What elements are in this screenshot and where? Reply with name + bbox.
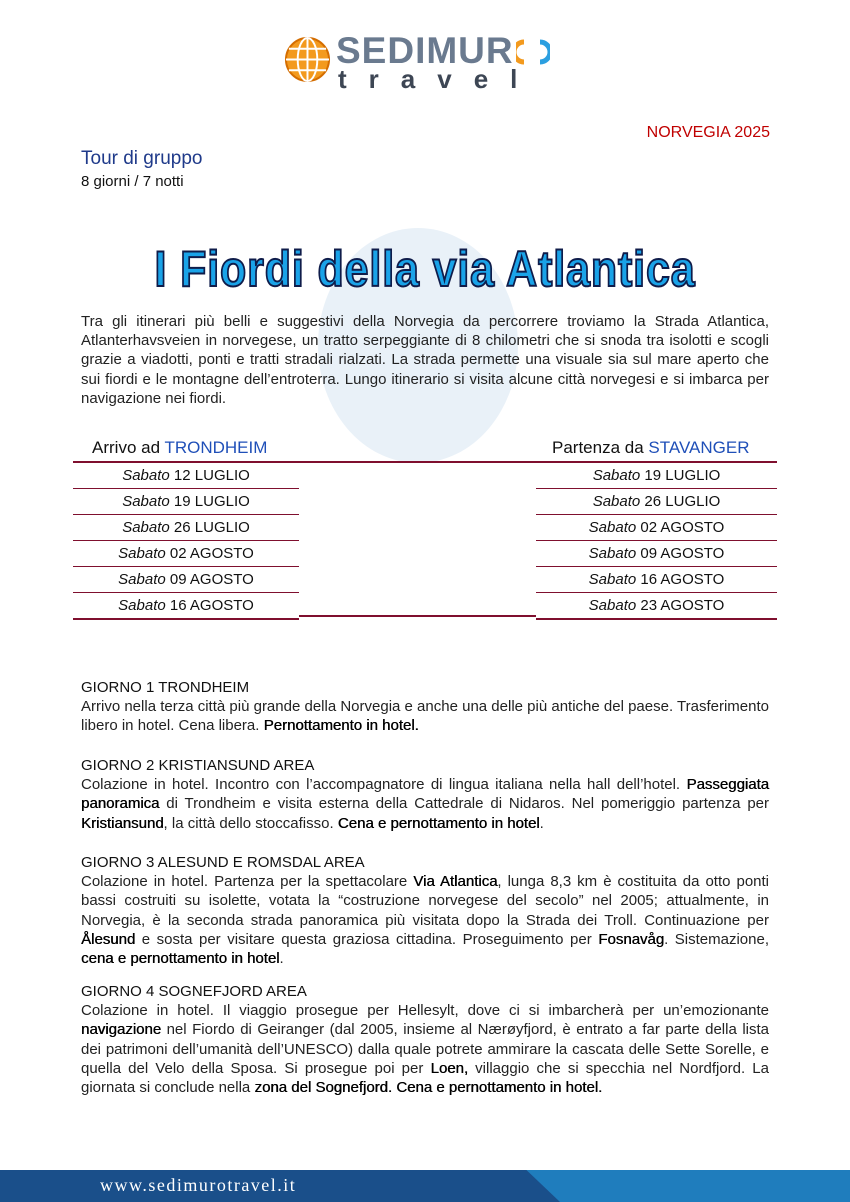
text: Colazione in hotel. Il viaggio prosegue per Hellesylt, dove ci si imbarcherà per un’emozionante [81,1002,769,1020]
highlight: navigazione [81,1021,162,1039]
departure-label: Partenza da [552,438,649,457]
day-description [81,775,769,833]
departure-date-row [536,489,777,515]
text: nel Fiordo di Geiranger (dal 2005, insieme al Nærøyfjord, è entrato a far parte della lista dei patrimoni dell’umanità dell’UNESCO) dalla quale potrete ammirare la cascata delle Sette Sorelle, e quella del Velo della Sposa. Si prosegue poi per [81,1021,769,1077]
date: 16 AGOSTO [169,597,254,614]
date: 19 LUGLIO [173,493,250,510]
weekday: Sabato [592,467,641,484]
date: 12 LUGLIO [173,467,250,484]
itinerary-day [81,756,769,833]
table-bottom-rule [299,615,536,617]
weekday: Sabato [122,519,170,536]
arrival-date-row [73,567,299,593]
departure-date-row [536,593,777,620]
day-description [81,697,769,735]
company-logo [284,30,584,94]
highlight: Ålesund [81,930,136,948]
itinerary-day [81,678,769,736]
day-title: GIORNO 3 ALESUND E ROMSDAL AREA [81,854,365,871]
page-title: I Fiordi della via Atlantica [154,241,696,297]
text: , la città dello stoccafisso. [163,814,338,832]
date: 26 LUGLIO [173,519,250,536]
arrival-date-row [73,541,299,567]
globe-icon [284,36,331,83]
text: . Sistemazione, [664,930,769,948]
arrival-date-row [73,463,299,489]
date: 09 AGOSTO [640,545,725,562]
date: 26 LUGLIO [644,493,721,510]
arrival-date-row [73,515,299,541]
weekday: Sabato [588,519,637,536]
day-title: GIORNO 4 SOGNEFJORD AREA [81,983,307,1000]
departure-header [552,438,749,458]
date: 23 AGOSTO [640,597,725,614]
highlight: Loen, [430,1059,469,1077]
text: villaggio che si specchia nel Nordfjord. La giornata si conclude nella [81,1059,769,1097]
text: Colazione in hotel. Partenza per la spettacolare [81,873,414,891]
highlight: Cena e pernottamento in hotel [337,814,540,832]
text: . [279,950,284,968]
highlight: zona del Sognefjord. Cena e pernottamento in hotel. [254,1079,603,1097]
highlight: cena e pernottamento in hotel [81,950,280,968]
country-year: NORVEGIA 2025 [646,124,770,141]
day-title: GIORNO 1 TRONDHEIM [81,679,250,696]
weekday: Sabato [118,597,166,614]
date: 09 AGOSTO [169,571,254,588]
departure-date-row [536,463,777,489]
date: 19 LUGLIO [644,467,721,484]
weekday: Sabato [588,545,637,562]
weekday: Sabato [118,571,166,588]
logo-swirl-icon [516,38,550,66]
date: 16 AGOSTO [640,571,725,588]
text: di Trondheim e visita esterna della Cattedrale di Nidaros. Nel pomeriggio partenza per [159,795,769,813]
weekday: Sabato [122,493,170,510]
itinerary-day [81,982,769,1097]
highlight: Fosnavåg [598,930,665,948]
tour-type: Tour di gruppo [81,148,203,169]
highlight: Via Atlantica [413,873,498,891]
weekday: Sabato [122,467,170,484]
weekday: Sabato [592,493,641,510]
text: Colazione in hotel. Incontro con l’accompagnatore di lingua italiana nella hall dell’hotel. [81,776,687,794]
day-description [81,1001,769,1097]
tour-duration: 8 giorni / 7 notti [81,173,184,190]
highlight: Kristiansund [81,814,164,832]
text: e sosta per visitare questa graziosa cittadina. Proseguimento per [135,930,599,948]
weekday: Sabato [118,545,166,562]
day-description [81,872,769,968]
departure-city: STAVANGER [648,438,750,457]
day-title: GIORNO 2 KRISTIANSUND AREA [81,757,315,774]
highlight: Pernottamento in hotel. [263,717,419,735]
text: , lunga 8,3 km è costituita da otto ponti bassi costruiti su isolette, votata la “costruzione norvegese del secolo” nel 2005; attualmente, in Norvegia, è la seconda strada panoramica più visitata dopo la Strada dei Troll. Continuazione per [81,873,770,929]
arrival-date-row [73,593,299,620]
logo-wordmark: SEDIMUR [336,30,514,71]
departure-date-row [536,515,777,541]
weekday: Sabato [588,597,637,614]
date: 02 AGOSTO [169,545,254,562]
logo-subword: travel [338,64,540,94]
intro-paragraph: Tra gli itinerari più belli e suggestivi della Norvegia da percorrere troviamo la Strada Atlantica, Atlanterhavsveien in norvegese, un tratto serpeggiante di 8 chilometri che si snoda tra isolotti e scogli grazie a viadotti, ponti e tratti stradali rialzati. La strada permette una visuale sia sul mare aperto che sui fiordi e le montagne dell’entroterra. Lungo itinerario si visita alcune città norvegesi e si imbarca per navigazione nei fiordi. [81,313,769,407]
website-link[interactable]: www.sedimurotravel.it [100,1175,297,1195]
arrival-label: Arrivo ad [92,438,165,457]
highlight: Passeggiata panoramica [81,776,769,813]
itinerary-day [81,853,769,968]
arrival-city: TRONDHEIM [164,438,268,457]
arrival-date-row [73,489,299,515]
text: . [539,814,544,832]
date: 02 AGOSTO [640,519,725,536]
arrival-header [92,438,267,458]
text: Arrivo nella terza città più grande della Norvegia e anche una delle più antiche del paese. Trasferimento libero in hotel. Cena libera. [81,698,769,735]
departure-date-row [536,541,777,567]
weekday: Sabato [588,571,637,588]
departure-date-row [536,567,777,593]
